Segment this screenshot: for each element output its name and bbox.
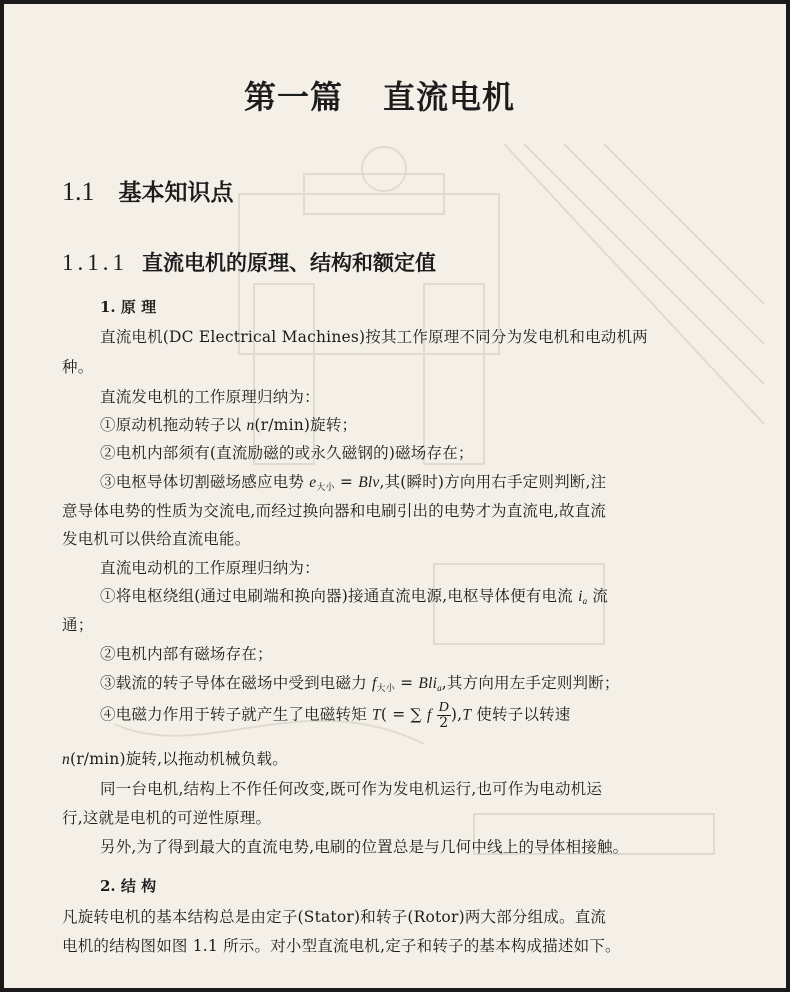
section-title: 基本知识点	[118, 179, 234, 206]
paragraph-line: 通；	[62, 616, 94, 634]
motor-item-1: ①将电枢绕组(通过电刷端和换向器)接通直流电源,电枢导体便有电流 $i_a$ 流	[100, 587, 609, 606]
paragraph-line: 发电机可以供给直流电能。	[62, 530, 251, 548]
subsection-title: 直流电机的原理、结构和额定值	[142, 250, 436, 275]
chapter-part: 第一篇	[244, 78, 344, 116]
chapter-name: 直流电机	[383, 78, 516, 116]
motor-item-3: ③载流的转子导体在磁场中受到电磁力 $f_{大小} = Bli_a$,其方向用左手定则判断；	[100, 674, 620, 694]
paragraph-line: 直流电机(DC Electrical Machines)按其工作原理不同分为发电机和电动机两	[100, 328, 648, 346]
paragraph-line: 种。	[62, 358, 94, 376]
generator-item-2: ②电机内部须有(直流励磁的或永久磁钢的)磁场存在；	[100, 444, 474, 462]
section-number: 1.1	[62, 177, 95, 206]
generator-item-1: ①原动机拖动转子以 n(r/min)旋转；	[100, 416, 358, 434]
generator-item-3: ③电枢导体切割磁场感应电势 $e_{大小}$ = Blv,其(瞬时)方向用右手定则判断,注	[100, 473, 607, 493]
section-heading	[62, 174, 234, 207]
paragraph-line: 直流发电机的工作原理归纳为：	[100, 388, 320, 406]
paragraph-line: 电机的结构图如图 1.1 所示。对小型直流电机,定子和转子的基本构成描述如下。	[62, 937, 621, 955]
paragraph-line: 行,这就是电机的可逆性原理。	[62, 809, 272, 827]
motor-item-4: ④电磁力作用于转子就产生了电磁转矩 T( = ∑ f $\frac{D}{2}$ ),T 使转子以转速	[100, 700, 571, 731]
subsection-heading	[62, 247, 436, 277]
motor-item-2: ②电机内部有磁场存在；	[100, 645, 273, 663]
fraction: $\frac{D}{2}$	[438, 700, 449, 731]
paragraph-line: n(r/min)旋转,以拖动机械负载。	[62, 750, 288, 768]
chapter-title	[244, 72, 515, 118]
paragraph-line: 另外,为了得到最大的直流电势,电刷的位置总是与几何中线上的导体相接触。	[100, 838, 629, 856]
paragraph-line: 同一台电机,结构上不作任何改变,既可作为发电机运行,也可作为电动机运	[100, 780, 603, 798]
paragraph-line: 直流电动机的工作原理归纳为：	[100, 559, 320, 577]
paragraph-line: 凡旋转电机的基本结构总是由定子(Stator)和转子(Rotor)两大部分组成。直流	[62, 908, 607, 926]
principle-heading: 1. 原 理	[100, 298, 157, 316]
subsection-number: 1.1.1	[62, 250, 128, 275]
structure-heading: 2. 结 构	[100, 877, 157, 895]
paragraph-line: 意导体电势的性质为交流电,而经过换向器和电刷引出的电势才为直流电,故直流	[62, 502, 607, 520]
